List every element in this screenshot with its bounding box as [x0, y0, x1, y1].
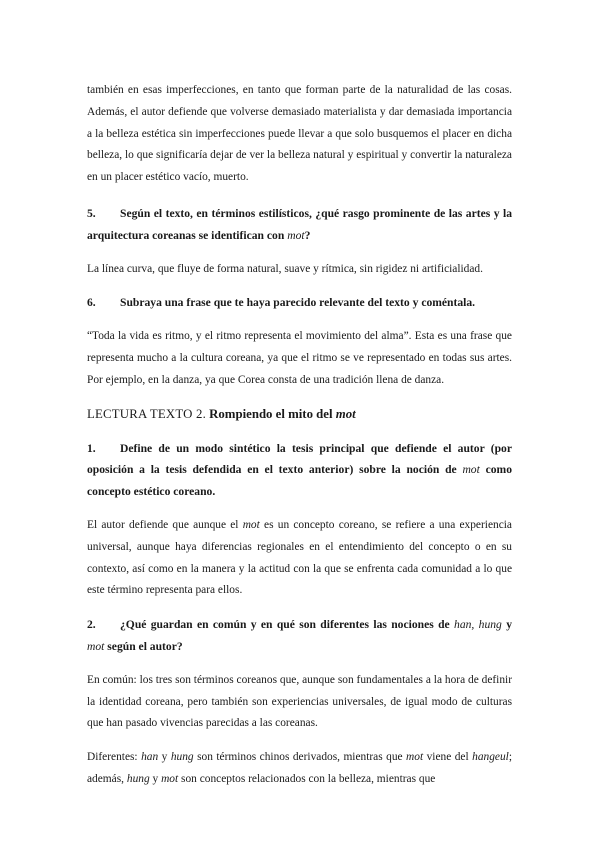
question-2	[87, 614, 512, 658]
question-number: 2.	[87, 618, 96, 632]
question-6	[87, 292, 512, 314]
answer-text-2: son términos chinos derivados, mientras que	[197, 751, 403, 764]
question-number: 6.	[87, 296, 96, 310]
answer-2-differences	[87, 747, 512, 791]
answer-text-1: Diferentes:	[87, 751, 138, 764]
question-5	[87, 203, 512, 247]
answer-text-1: El autor defiende que aunque el	[87, 518, 239, 531]
answer-1	[87, 515, 512, 602]
question-number: 5.	[87, 206, 96, 220]
term-mot: mot	[87, 639, 105, 653]
question-number: 1.	[87, 441, 96, 455]
question-text: Según el texto, en términos estilísticos, ¿qué rasgo prominente de las artes y la arquitectura coreanas se identifican con	[87, 206, 512, 242]
question-text: Define de un modo sintético la tesis principal que defiende el autor (por oposición a la tesis defendida en el texto anterior) sobre la noción de	[87, 441, 512, 477]
term-mot: mot	[161, 772, 179, 785]
term-hung: hung	[170, 751, 194, 764]
term-mot: mot	[406, 751, 424, 764]
answer-text: La línea curva, que fluye de forma natural, suave y rítmica, sin rigidez ni artificialidad.	[87, 262, 483, 275]
answer-6	[87, 326, 512, 391]
answer-text: “Toda la vida es ritmo, y el ritmo representa el movimiento del alma”. Esta es una frase que representa mucho a la cultura coreana, ya que el ritmo se ve representado en todas sus artes. Por ejemplo, en la danza, ya que Corea consta de una tradición llena de danza.	[87, 330, 512, 386]
question-end: según el autor?	[107, 639, 183, 653]
term-hung: hung	[126, 772, 150, 785]
term-han-hung: han, hung	[454, 618, 502, 632]
section-heading	[87, 404, 512, 424]
question-end: ?	[304, 228, 311, 242]
answer-text: En común: los tres son términos coreanos que, aunque son fundamentales a la hora de definir la identidad coreana, pero también son experiencias universales, de igual modo de culturas que han pasado vivencias parecidas a las coreanas.	[87, 673, 512, 730]
answer-text-4: ; además,	[87, 751, 512, 785]
answer-text-3: viene del	[426, 751, 469, 764]
conj-y: y	[161, 751, 168, 764]
question-mid: y	[506, 618, 512, 632]
question-text: Subraya una frase que te haya parecido relevante del texto y coméntala.	[120, 296, 476, 310]
paragraph-intro-text: también en esas imperfecciones, en tanto que forman parte de la naturalidad de las cosas. Además, el autor defiende que volverse demasiado materialista y dar demasiada importancia a la belleza estética sin imperfecciones puede llevar a que solo busquemos el placer en dicha belleza, lo que significaría dejar de ver la belleza natural y espiritual y convertir la naturaleza en un placer estético vacío, muerto.	[87, 84, 512, 184]
section-title: Rompiendo el mito del	[209, 406, 333, 421]
question-1	[87, 438, 512, 503]
term-mot: mot	[335, 406, 356, 421]
answer-text-2: es un concepto coreano, se refiere a una experiencia universal, aunque haya diferencias regionales en el entendimiento del concepto o en su contexto, así como en la manera y la actitud con la que se enfrenta cada comunidad a lo que este término representa para ellos.	[87, 518, 512, 597]
conj-y: y	[152, 772, 159, 785]
answer-5	[87, 259, 512, 281]
term-mot: mot	[462, 463, 480, 477]
answer-text-5: son conceptos relacionados con la belleza, mientras que	[181, 772, 436, 785]
answer-2-common	[87, 670, 512, 735]
term-han: han	[141, 751, 159, 764]
paragraph-intro	[87, 80, 512, 189]
term-mot: mot	[287, 228, 305, 242]
section-lead: LECTURA TEXTO 2.	[87, 406, 206, 421]
term-hangeul: hangeul	[472, 751, 509, 764]
question-text: ¿Qué guardan en común y en qué son diferentes las nociones de	[120, 618, 450, 632]
term-mot: mot	[242, 518, 260, 531]
question-end: como concepto estético coreano.	[87, 463, 512, 499]
